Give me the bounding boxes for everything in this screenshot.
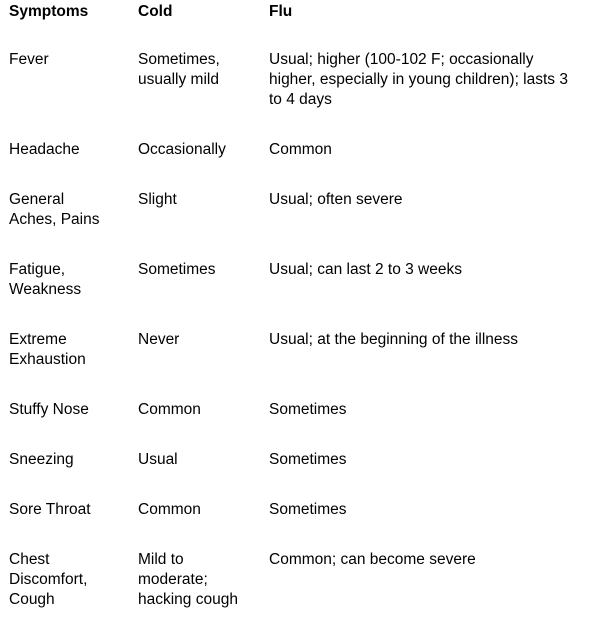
symptom-cell-line: Cough: [9, 591, 55, 608]
cold-cell-line: Slight: [138, 191, 177, 208]
symptom-cell-line: Sore Throat: [9, 501, 91, 518]
symptom-cell: [9, 500, 138, 520]
cold-cell-line: usually mild: [138, 71, 219, 88]
cold-cell: [138, 500, 269, 520]
flu-cell: [269, 400, 599, 420]
cold-cell-line: Mild to: [138, 551, 184, 568]
flu-cell-line: Sometimes: [269, 401, 347, 418]
table-row: [9, 400, 599, 450]
flu-cell-line: higher, especially in young children); lasts 3: [269, 71, 568, 88]
flu-cell-line: to 4 days: [269, 91, 332, 108]
flu-cell-line: Usual; higher (100-102 F; occasionally: [269, 51, 534, 68]
symptom-cell-line: Headache: [9, 141, 80, 158]
flu-cell-line: Usual; can last 2 to 3 weeks: [269, 261, 462, 278]
flu-cell: [269, 330, 599, 350]
header-flu: Flu: [269, 3, 293, 20]
flu-cell: [269, 450, 599, 470]
symptom-cell: [9, 450, 138, 470]
symptom-cell-line: Exhaustion: [9, 351, 86, 368]
symptom-comparison-table: [9, 0, 607, 608]
flu-cell-line: Sometimes: [269, 501, 347, 518]
cold-cell-line: Common: [138, 501, 201, 518]
flu-cell: [269, 190, 599, 210]
cold-cell: [138, 260, 269, 280]
cold-cell: [138, 190, 269, 210]
cold-cell-line: Never: [138, 331, 180, 348]
flu-cell: [269, 140, 599, 160]
symptom-cell: [9, 550, 138, 610]
flu-cell: [269, 50, 599, 110]
symptom-cell-line: Extreme: [9, 331, 67, 348]
cold-cell-line: Common: [138, 401, 201, 418]
cold-cell: [138, 50, 269, 90]
flu-cell-line: Common; can become severe: [269, 551, 476, 568]
symptom-cell: [9, 400, 138, 420]
symptom-cell: [9, 140, 138, 160]
table-header-row: [9, 0, 607, 35]
cold-cell-line: moderate;: [138, 571, 208, 588]
cold-cell-line: Sometimes,: [138, 51, 220, 68]
table-row: [9, 260, 599, 330]
cold-cell: [138, 450, 269, 470]
cold-cell: [138, 550, 269, 610]
symptom-cell-line: Weakness: [9, 281, 82, 298]
table-row: [9, 550, 599, 620]
cold-cell: [138, 400, 269, 420]
symptom-cell: [9, 50, 138, 70]
flu-cell: [269, 550, 599, 570]
cold-cell-line: Occasionally: [138, 141, 226, 158]
header-cold: Cold: [138, 3, 173, 20]
symptom-cell-line: Aches, Pains: [9, 211, 100, 228]
flu-cell-line: Usual; at the beginning of the illness: [269, 331, 519, 348]
symptom-cell-line: Discomfort,: [9, 571, 88, 588]
symptom-cell: [9, 260, 138, 300]
symptom-cell-line: Chest: [9, 551, 50, 568]
symptom-cell: [9, 190, 138, 230]
table-row: [9, 450, 599, 500]
table-row: [9, 330, 599, 400]
header-symptoms: Symptoms: [9, 3, 89, 20]
flu-cell-line: Usual; often severe: [269, 191, 403, 208]
cold-cell-line: Usual: [138, 451, 178, 468]
table-row: [9, 50, 599, 140]
cold-cell-line: Sometimes: [138, 261, 216, 278]
symptom-cell-line: General: [9, 191, 65, 208]
flu-cell-line: Common: [269, 141, 332, 158]
table-row: [9, 190, 599, 260]
flu-cell-line: Sometimes: [269, 451, 347, 468]
symptom-cell-line: Stuffy Nose: [9, 401, 89, 418]
flu-cell: [269, 500, 599, 520]
symptom-cell-line: Fatigue,: [9, 261, 66, 278]
cold-cell-line: hacking cough: [138, 591, 238, 608]
symptom-cell-line: Fever: [9, 51, 49, 68]
symptom-cell: [9, 330, 138, 370]
cold-cell: [138, 330, 269, 350]
cold-cell: [138, 140, 269, 160]
flu-cell: [269, 260, 599, 280]
table-row: [9, 500, 599, 550]
table-row: [9, 140, 599, 190]
symptom-cell-line: Sneezing: [9, 451, 74, 468]
